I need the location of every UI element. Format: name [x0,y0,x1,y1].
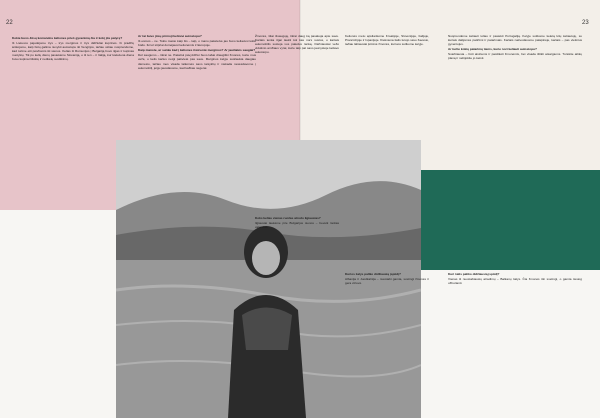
col3-question: Koks kelias vienas ruožas atrodo ilgiausias? [255,216,321,220]
col5-body-2: Svarbiausia – būti atviriems ir pasitikėti žmonėmis, bet visada išlikti atsargiems. Turėkite aiškų planą ir nebijokite jo keisti. [448,52,582,61]
col4-body-2: Albanija ir Juodkalnija – nuostabi gamta, svetingi žmonės ir gera virtuvė. [345,277,429,286]
column-4b [345,272,429,286]
col2-question: Ar tai buvo jūsų pirmoji kelionė autostopu? [138,34,202,38]
page-number-left: 22 [6,20,13,26]
col2-body-2: Dėl saugumo – tikrai ne. Pakeliui pavyzdžiui buvo labai draugiški žmonės, kurie mus vežė, o kelis kartus netgi pakvietė pas save. Merginos kelyje susilaukia daugiau dėmesio, tačiau mes visada laikėmės savo taisyklių ir niekada nesėsdavome į automobilį, jeigu jausdavome, kad kažkas negerai. [138,53,256,70]
column-3 [255,34,339,55]
col3-body: Žmonės, šitai išsaugoję, tikrai daug ką pasakoja apie save. Kartais tenka ilgai laukti kol kas nors sustos, o kartais automobilis sustoja vos pakėlus ranką. Dažniausiai vežė vidutinio amžiaus vyrai, kurie taip pat savo jaunystėje keliavo autostopu. [255,34,339,55]
col3-body-2: Ilgiausiai laukėme prie Bulgarijos sienos – beveik šešias valandas. [255,221,339,230]
col5-question: Ar turite kokių patarimų tiems, kurie nori keliauti autostopu? [448,47,537,52]
column-2 [138,34,256,71]
col2-question-2: Kaip manote, ar sunku kad į keliones išsiruošė merginos? Ar jaučiatės saugiai? [138,48,256,53]
column-5 [448,34,582,62]
column-1 [12,36,134,63]
col5-body: Nusprendėme keliauti toliau ir pasiekti Portugaliją. Kelyje sutikome keletą kitų keliautojų, su kuriais dalijomės patirtimi ir patarimais. Kartais nakvodavome palapinėje, kartais – pas vietinius gyventojus. [448,34,582,47]
col4-question: Kurios šalys paliko didžiausią įspūdį? [345,272,401,276]
col1-question: Kokie buvo Jūsų komandos keliones prieš gyvenimą čia ir kokį jūs patyrę? [12,36,123,40]
column-4 [345,34,429,47]
col5b-body: Vienas iš nuostabiausių atradimų – Balkanų šalys. Čia žmonės itin svetingi, o gamta tiesiog užburianti. [448,277,582,286]
page-number-right: 23 [582,20,589,26]
col4-body: Kelionės metu apsilankėme Kroatijoje, Slovėnijoje, Italijoje, Prancūzijoje ir Ispanijoje. Kiekviena šalis turėjo savo žavesio, tačiau labiausiai įsiminė žmonės, kuriuos sutikome kelyje. [345,34,429,47]
col5b-question: Kuri šalis paliko didžiausią įspūdį? [448,272,500,276]
col2-body-1: Iš esmės – ne. Tokio masto kaip šis – taip, o mano pakeleivė jau buvo keliavusi tokiu būdu. Iki tol stipriai domėjausi kelionėmis ir Europoje. [138,39,256,48]
column-3b [255,216,339,230]
col1-body: Iš Lietuvos pajudėjome trys – trys merginos ir trys didžiuliai kuprinės. Iš pradžių ieškojome, kaip būtų galima nuvykti autostopu iki Vengrijos, tačiau vėliau nusprendėme, kad turime eiti pėsčiomis iki sienos. Kelias iš Rumunijos į Bulgariją buvo ilgas ir kupinas nuotykių. Tik po kelių dienų pasiekėme Slovėniją, o iš ten – ir Italiją, kur kiekviena diena buvo kupina iššūkių ir netikėtų susitikimų. [12,41,134,62]
column-5b [448,272,582,286]
